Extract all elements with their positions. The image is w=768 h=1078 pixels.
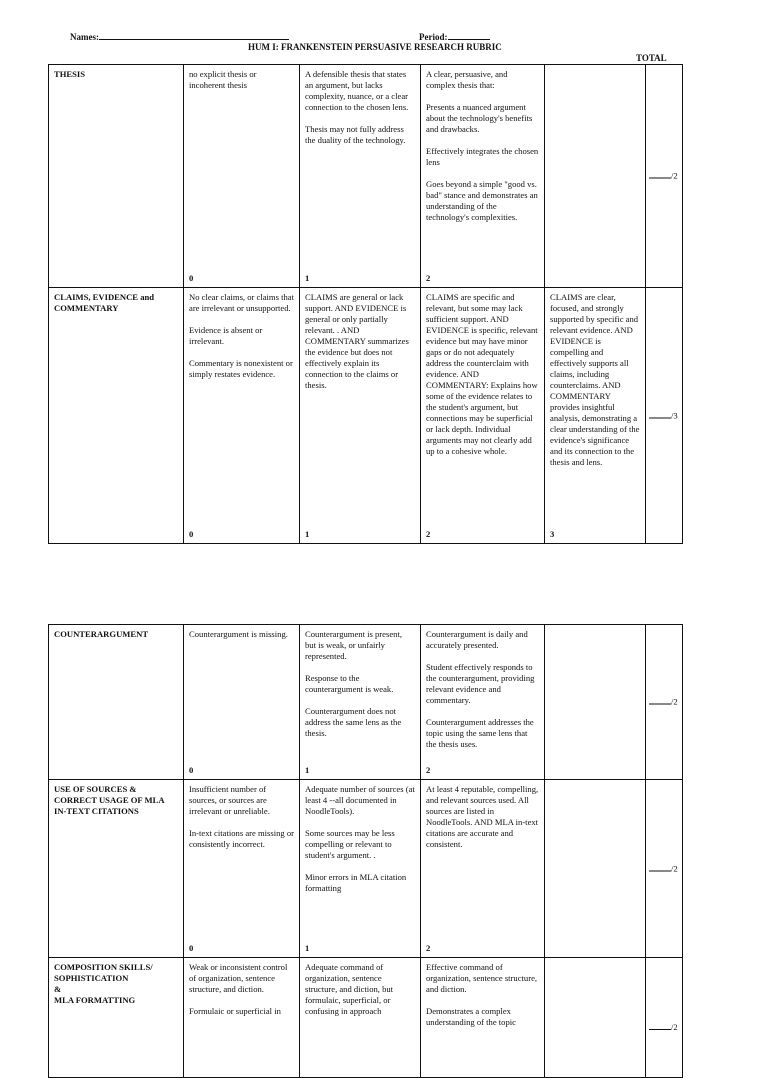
thesis-points: /2 (671, 170, 678, 181)
period-blank[interactable] (448, 31, 490, 40)
score-2: 2 (426, 943, 431, 953)
thesis-score-2-cell: A clear, persuasive, and complex thesis that: Presents a nuanced argument about the technology's benefits and drawbacks. Effectively integrates the chosen lens Goes beyond a simple "good vs. bad" stance and demonstrates an understanding of the technology's complexities. 2 (421, 65, 545, 288)
sources-score-3-cell (545, 780, 646, 958)
score-2: 2 (426, 273, 431, 283)
composition-score-1-cell: Adequate command of organization, sentence structure, and diction, but formulaic, superficial, or confusing in approach (300, 958, 421, 1078)
names-blank[interactable] (99, 31, 289, 40)
thesis-score-0-cell: no explicit thesis or incoherent thesis 0 (184, 65, 300, 288)
score-2: 2 (426, 765, 431, 775)
counter-score-2-cell: Counterargument is daily and accurately presented. Student effectively responds to the counterargument, providing relevant evidence and commentary. Counterargument addresses the topic using the same lens that the thesis uses. 2 (421, 625, 545, 780)
category-counterargument: COUNTERARGUMENT (49, 625, 184, 780)
score-3: 3 (550, 529, 555, 539)
row-claims (49, 288, 683, 544)
row-composition (49, 958, 683, 1078)
names-field[interactable] (70, 31, 289, 42)
thesis-score-1-cell: A defensible thesis that states an argument, but lacks complexity, nuance, or a clear connection to the chosen lens. Thesis may not fully address the duality of the technology. 1 (300, 65, 421, 288)
row-sources (49, 780, 683, 958)
total-label: TOTAL (636, 53, 667, 63)
score-0: 0 (189, 765, 194, 775)
names-label: Names: (70, 32, 99, 42)
score-1: 1 (305, 273, 310, 283)
rubric-table-2 (48, 624, 683, 1078)
sources-points-cell[interactable] (646, 780, 683, 958)
composition-points: /2 (671, 1022, 678, 1032)
counter-score-1-cell: Counterargument is present, but is weak, or unfairly represented. Response to the counterargument is weak. Counterargument does not address the same lens as the thesis. 1 (300, 625, 421, 780)
category-composition: COMPOSITION SKILLS/ SOPHISTICATION & MLA FORMATTING (49, 958, 184, 1078)
counter-score-3-cell (545, 625, 646, 780)
thesis-points-cell[interactable] (646, 65, 683, 288)
score-1: 1 (305, 943, 310, 953)
claims-points: /3 (671, 410, 678, 420)
row-counterargument (49, 625, 683, 780)
score-0: 0 (189, 943, 194, 953)
claims-score-0-cell: No clear claims, or claims that are irrelevant or unsupported. Evidence is absent or irrelevant. Commentary is nonexistent or simply restates evidence. 0 (184, 288, 300, 544)
score-1: 1 (305, 529, 310, 539)
composition-score-2-cell: Effective command of organization, sentence structure, and diction. Demonstrates a complex understanding of the topic (421, 958, 545, 1078)
score-1: 1 (305, 765, 310, 775)
claims-score-1-cell: CLAIMS are general or lack support. AND EVIDENCE is general or only partially relevant. . AND COMMENTARY summarizes the evidence but does not effectively explain its connection to the claims or thesis. 1 (300, 288, 421, 544)
row-thesis (49, 65, 683, 288)
composition-score-0-cell: Weak or inconsistent control of organization, sentence structure, and diction. Formulaic or superficial in (184, 958, 300, 1078)
score-0: 0 (189, 273, 194, 283)
counter-score-0-cell: Counterargument is missing. 0 (184, 625, 300, 780)
rubric-title: HUM I: FRANKENSTEIN PERSUASIVE RESEARCH RUBRIC (248, 42, 502, 52)
claims-score-2-cell: CLAIMS are specific and relevant, but some may lack sufficient support. AND EVIDENCE is specific, relevant evidence but may have minor gaps or do not adequately address the counterclaim with evidence. AND COMMENTARY: Explains how some of the evidence relates to the student's argument, but connections may be superficial or lack depth. Individual arguments may not clearly add up to a cohesive whole. 2 (421, 288, 545, 544)
category-thesis: THESIS (49, 65, 184, 288)
sources-score-2-cell: At least 4 reputable, compelling, and relevant sources used. All sources are listed in NoodleTools. AND MLA in-text citations are accurate and consistent. 2 (421, 780, 545, 958)
counter-points-cell[interactable] (646, 625, 683, 780)
claims-score-3-cell: CLAIMS are clear, focused, and strongly supported by specific and relevant evidence. AND EVIDENCE is compelling and effectively supports all claims, including counterclaims. AND COMMENTARY provides insightful analysis, demonstrating a clear understanding of the evidence's significance and its connection to the thesis and lens. 3 (545, 288, 646, 544)
score-2: 2 (426, 529, 431, 539)
composition-points-cell[interactable] (646, 958, 683, 1078)
counter-points: /2 (671, 696, 678, 707)
period-field[interactable] (419, 31, 490, 42)
sources-score-0-cell: Insufficient number of sources, or sources are irrelevant or unreliable. In-text citations are missing or consistently incorrect. 0 (184, 780, 300, 958)
rubric-table-1 (48, 64, 683, 544)
category-sources: USE OF SOURCES & CORRECT USAGE OF MLA IN-TEXT CITATIONS (49, 780, 184, 958)
period-label: Period: (419, 32, 448, 42)
sources-score-1-cell: Adequate number of sources (at least 4 --all documented in NoodleTools). Some sources may be less compelling or relevant to student's argument. . Minor errors in MLA citation formatting 1 (300, 780, 421, 958)
score-0: 0 (189, 529, 194, 539)
composition-score-3-cell (545, 958, 646, 1078)
thesis-score-3-cell (545, 65, 646, 288)
category-claims: CLAIMS, EVIDENCE and COMMENTARY (49, 288, 184, 544)
claims-points-cell[interactable] (646, 288, 683, 544)
sources-points: /2 (671, 863, 678, 873)
